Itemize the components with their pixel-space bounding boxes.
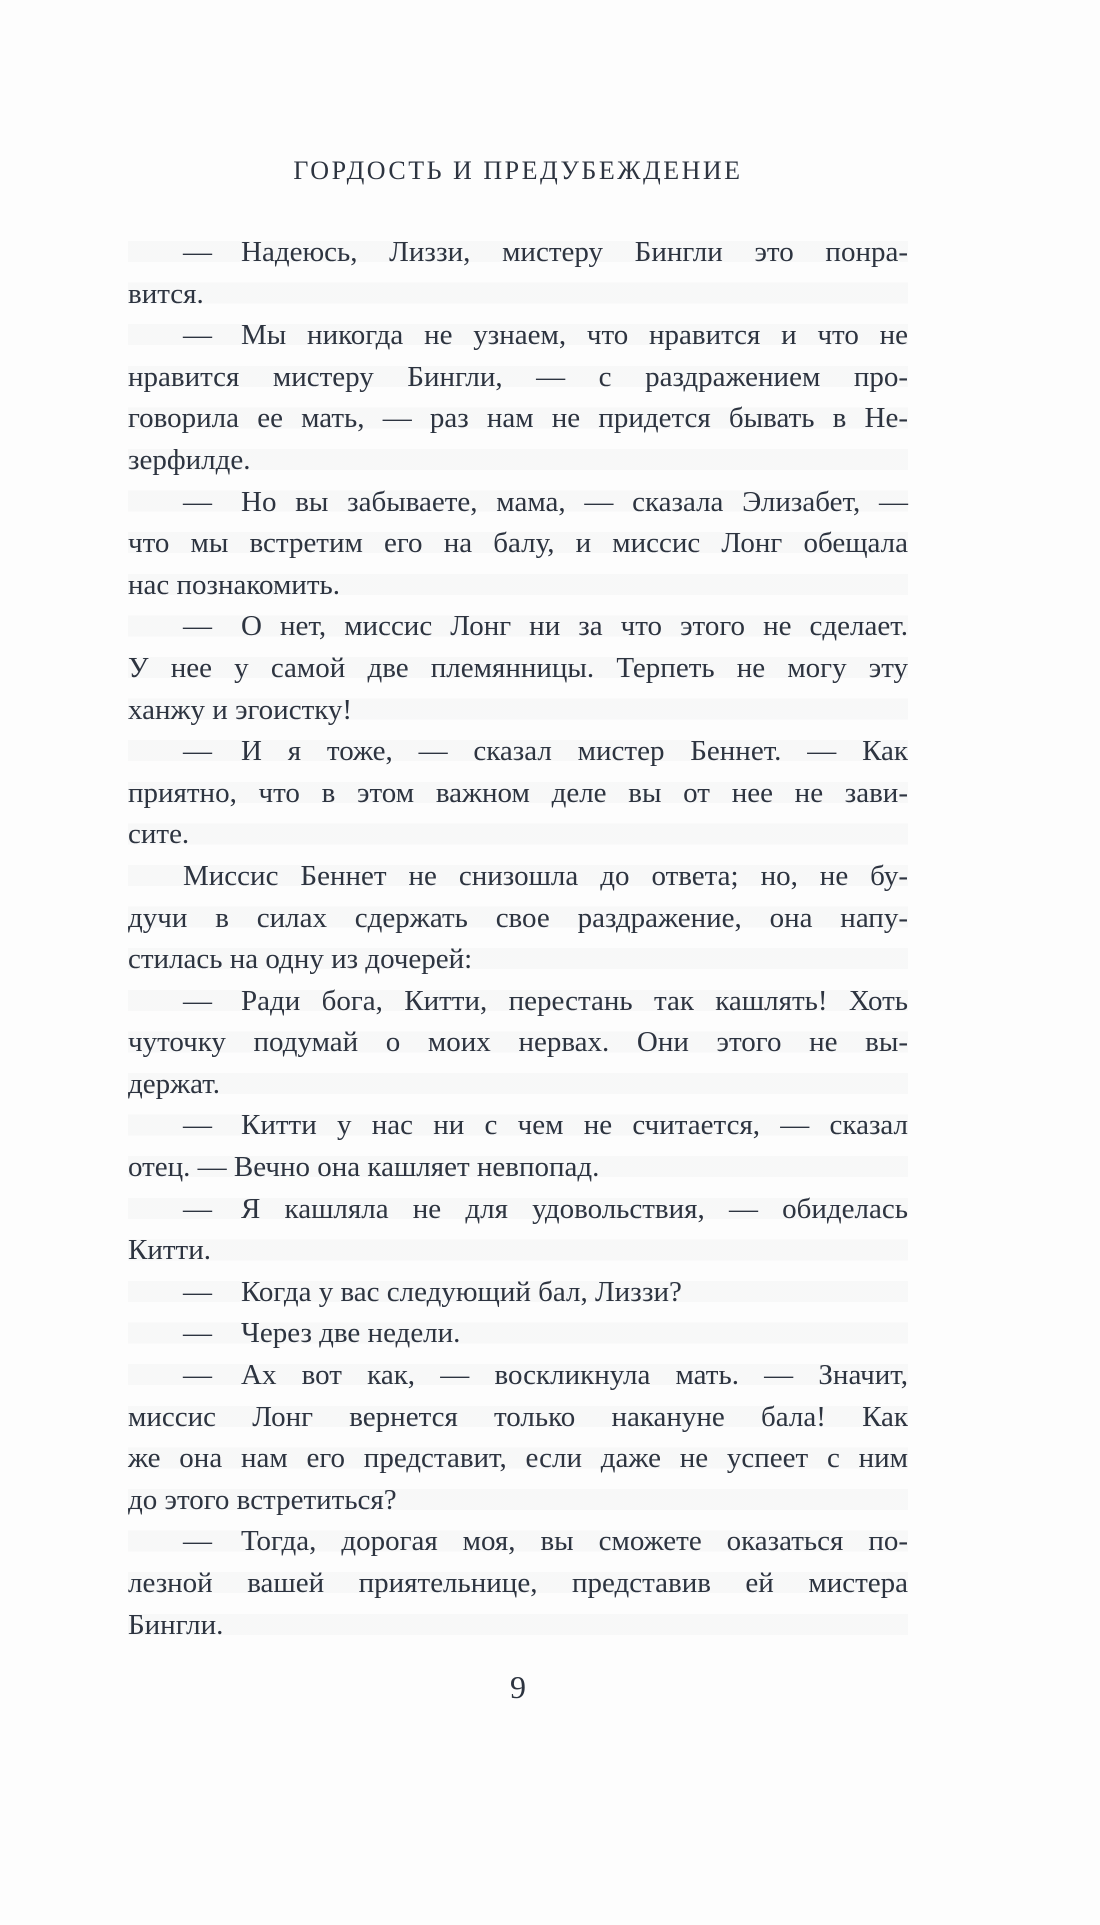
paragraph xyxy=(128,1313,908,1355)
text-line: что мы встретим его на балу, и миссис Лонг обещала xyxy=(128,527,908,560)
text-line: — Тогда, дорогая моя, вы сможете оказаться по- xyxy=(183,1525,908,1558)
text-line: — Мы никогда не узнаем, что нравится и что не xyxy=(183,319,908,352)
text-line: зерфилде. xyxy=(128,443,251,476)
paragraph xyxy=(128,1189,908,1272)
text-line: — Через две недели. xyxy=(183,1317,461,1350)
paragraph xyxy=(128,606,908,731)
text-line: — Ради бога, Китти, перестань так кашлять! Хоть xyxy=(183,984,908,1017)
paragraph xyxy=(128,856,908,981)
text-line: нас познакомить. xyxy=(128,568,340,601)
text-line: до этого встретиться? xyxy=(128,1483,397,1516)
text-line: нравится мистеру Бингли, — с раздражением про- xyxy=(128,360,908,393)
paragraph xyxy=(128,731,908,856)
text-line: отец. — Вечно она кашляет невпопад. xyxy=(128,1151,600,1184)
text-line: вится. xyxy=(128,277,204,310)
text-line: — Надеюсь, Лиззи, мистеру Бингли это понра- xyxy=(183,236,908,268)
paragraph xyxy=(128,1521,908,1646)
running-head: ГОРДОСТЬ И ПРЕДУБЕЖДЕНИЕ xyxy=(293,156,743,185)
paragraph xyxy=(128,981,908,1106)
text-line: лезной вашей приятельнице, представив ей мистера xyxy=(128,1567,908,1599)
text-line: Миссис Беннет не снизошла до ответа; но, не бу- xyxy=(183,859,908,892)
text-line: — Когда у вас следующий бал, Лиззи? xyxy=(183,1275,682,1308)
text-line: Китти. xyxy=(128,1234,211,1267)
text-line: сите. xyxy=(128,818,190,851)
text-line: — Я кашляла не для удовольствия, — обиделась xyxy=(183,1192,908,1225)
paragraph xyxy=(128,315,908,481)
text-line: ханжу и эгоистку! xyxy=(128,693,353,726)
text-line: — Китти у нас ни с чем не считается, — сказал xyxy=(183,1109,908,1142)
paragraph xyxy=(128,232,908,315)
paragraph xyxy=(128,1105,908,1188)
text-line: же она нам его представит, если даже не успеет с ним xyxy=(128,1442,908,1475)
text-line: стилась на одну из дочерей: xyxy=(128,943,473,976)
text-line: — И я тоже, — сказал мистер Беннет. — Как xyxy=(183,735,908,768)
text-line: держат. xyxy=(128,1067,221,1100)
text-line: чуточку подумай о моих нервах. Они этого не вы- xyxy=(128,1026,908,1059)
text-line: дучи в силах сдержать свое раздражение, она напу- xyxy=(128,901,908,934)
text-block xyxy=(128,232,908,1646)
text-line: Бингли. xyxy=(128,1608,224,1641)
page-number: 9 xyxy=(510,1669,526,1705)
text-line: — Но вы забываете, мама, — сказала Элизабет, — xyxy=(183,485,908,518)
paragraph xyxy=(128,1355,908,1521)
text-line: миссис Лонг вернется только накануне бала! Как xyxy=(128,1400,908,1433)
text-line: У нее у самой две племянницы. Терпеть не могу эту xyxy=(128,651,908,684)
paragraph xyxy=(128,482,908,607)
text-line: — Ах вот как, — воскликнула мать. — Значит, xyxy=(183,1359,908,1392)
text-line: говорила ее мать, — раз нам не придется бывать в Не- xyxy=(128,402,908,435)
text-line: приятно, что в этом важном деле вы от нее не зави- xyxy=(128,776,908,809)
paragraph xyxy=(128,1272,908,1314)
text-line: — О нет, миссис Лонг ни за что этого не сделает. xyxy=(183,610,908,643)
